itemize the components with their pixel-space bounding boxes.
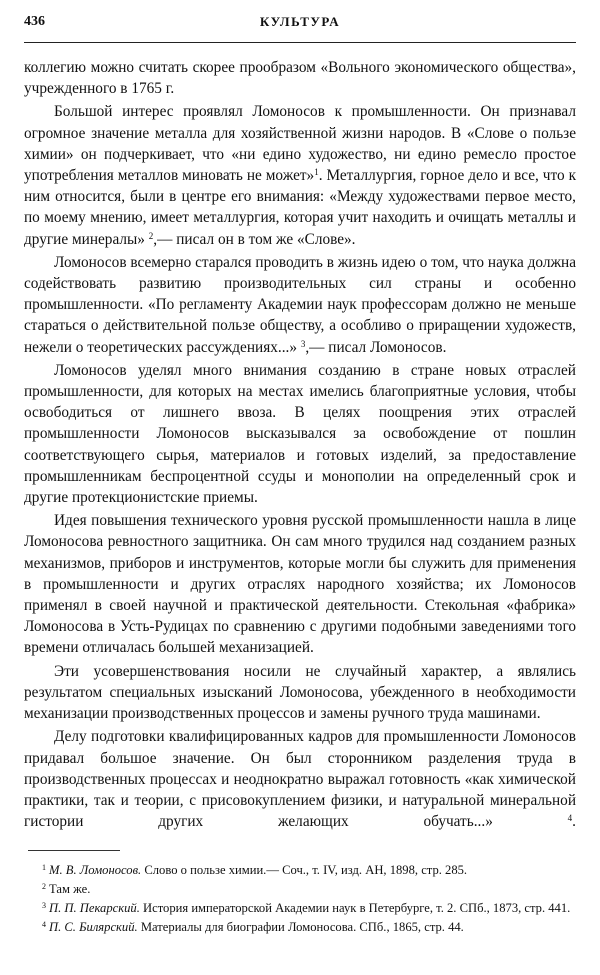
footnote-ref: 4 (567, 813, 573, 824)
footnote-rule (28, 850, 120, 851)
footnote-text: Там же. (49, 882, 91, 897)
paragraph-text: Делу подготовки квалифицированных кадров для промышленности Ломоносов придавал большое значение. Он был сторонником разделения труда в производственных процессах и неоднократно выражал готовность «как химической практики, так и теории, с присовокуплением физики, и натуральной минеральной гистории других желающих обучать...» (24, 728, 576, 831)
paragraph (24, 726, 576, 832)
footnote-author: М. В. Ломоносов. (49, 863, 142, 878)
paragraph (24, 661, 576, 725)
footnote-ref: 2 (148, 230, 154, 241)
footnote-text: История императорской Академии наук в Петербурге, т. 2. СПб., 1873, стр. 441. (139, 901, 571, 916)
footnote-number: 3 (42, 901, 46, 911)
paragraph-text: Большой интерес проявлял Ломоносов к промышленности. Он признавал огромное значение металла для хозяйственной жизни народов. В «Слове о пользе химии» он подчеркивает, что «ни едино художество, ни едино ремесло простое употребления металлов миновать не может» (24, 103, 576, 185)
footnote-number: 1 (42, 863, 46, 873)
page-number: 436 (24, 14, 45, 29)
footnote (24, 861, 576, 880)
paragraph-text: коллегию можно считать скорее прообразом «Вольного экономического общества», учрежденного в 1765 г. (24, 59, 576, 98)
footnote-author: П. С. Билярский. (49, 920, 138, 935)
footnote-text: Слово о пользе химии.— Соч., т. IV, изд. АН, 1898, стр. 285. (141, 863, 468, 878)
paragraph-text: ,— писал он в том же «Слове». (153, 230, 356, 248)
paragraph-text: ,— писал Ломоносов. (305, 338, 447, 356)
paragraph (24, 101, 576, 249)
paragraph-text: Идея повышения технического уровня русской промышленности нашла в лице Ломоносова ревностного защитника. Он сам много трудился над созданием разных механизмов, приборов и инструментов, которые могли бы служить для применения в промышленности и других отраслях народного хозяйства; их Ломоносов применял в своей научной и практической деятельности. Стекольная «фабрика» Ломоносова в Усть-Рудицах по сравнению с другими подобными заведениями того времени отличалась большей механизацией. (24, 512, 576, 657)
header-rule (24, 42, 576, 43)
footnotes (24, 861, 576, 937)
body-text (24, 57, 576, 832)
section-title: КУЛЬТУРА (259, 14, 341, 29)
footnote-number: 4 (42, 920, 46, 930)
paragraph (24, 57, 576, 99)
paragraph-text: Эти усовершенствования носили не случайный характер, а являлись результатом специальных изысканий Ломоносова, убежденного в необходимости механизации производственных процессов и замены ручного труда машинами. (24, 662, 576, 723)
paragraph (24, 510, 576, 658)
footnote-text: Материалы для биографии Ломоносова. СПб., 1865, стр. 44. (137, 920, 464, 935)
footnote-ref: 1 (314, 167, 319, 178)
footnote-number: 2 (42, 882, 46, 892)
paragraph (24, 252, 576, 358)
paragraph-text: . (572, 813, 576, 831)
paragraph-text: Ломоносов уделял много внимания созданию в стране новых отраслей промышленности, для которых на местах имелись благоприятные условия, чтобы освободиться от лишнего ввоза. В целях поощрения этих отраслей промышленности Ломоносов высказывался за освобождение от пошлин соответствующего сырья, материалов и готовых изделий, за предоставление промышленникам беспроцентной ссуды и монополии на определенный срок и другие протекционистские приемы. (24, 361, 576, 507)
paragraph (24, 360, 576, 508)
footnote (24, 918, 576, 937)
footnote-ref: 3 (300, 338, 306, 349)
running-header (24, 14, 576, 36)
paragraph-text: . Металлургия, горное дело и все, что к ним относится, были в центре его внимания: «Между художествами первое место, по моему мнению, имеет металлургия, которая учит находить и очищать металлы и другие минералы» (24, 167, 576, 248)
footnote (24, 899, 576, 918)
paragraph-text: Ломоносов всемерно старался проводить в жизнь идею о том, что наука должна содействовать развитию производительных сил страны и особенно промышленности. «По регламенту Академии наук профессорам должно не меньше стараться о действительной пользе обществу, а особливо о приращении художеств, нежели о теоретических рассуждениях...» (24, 253, 576, 356)
footnote-author: П. П. Пекарский. (49, 901, 140, 916)
footnote (24, 880, 576, 899)
